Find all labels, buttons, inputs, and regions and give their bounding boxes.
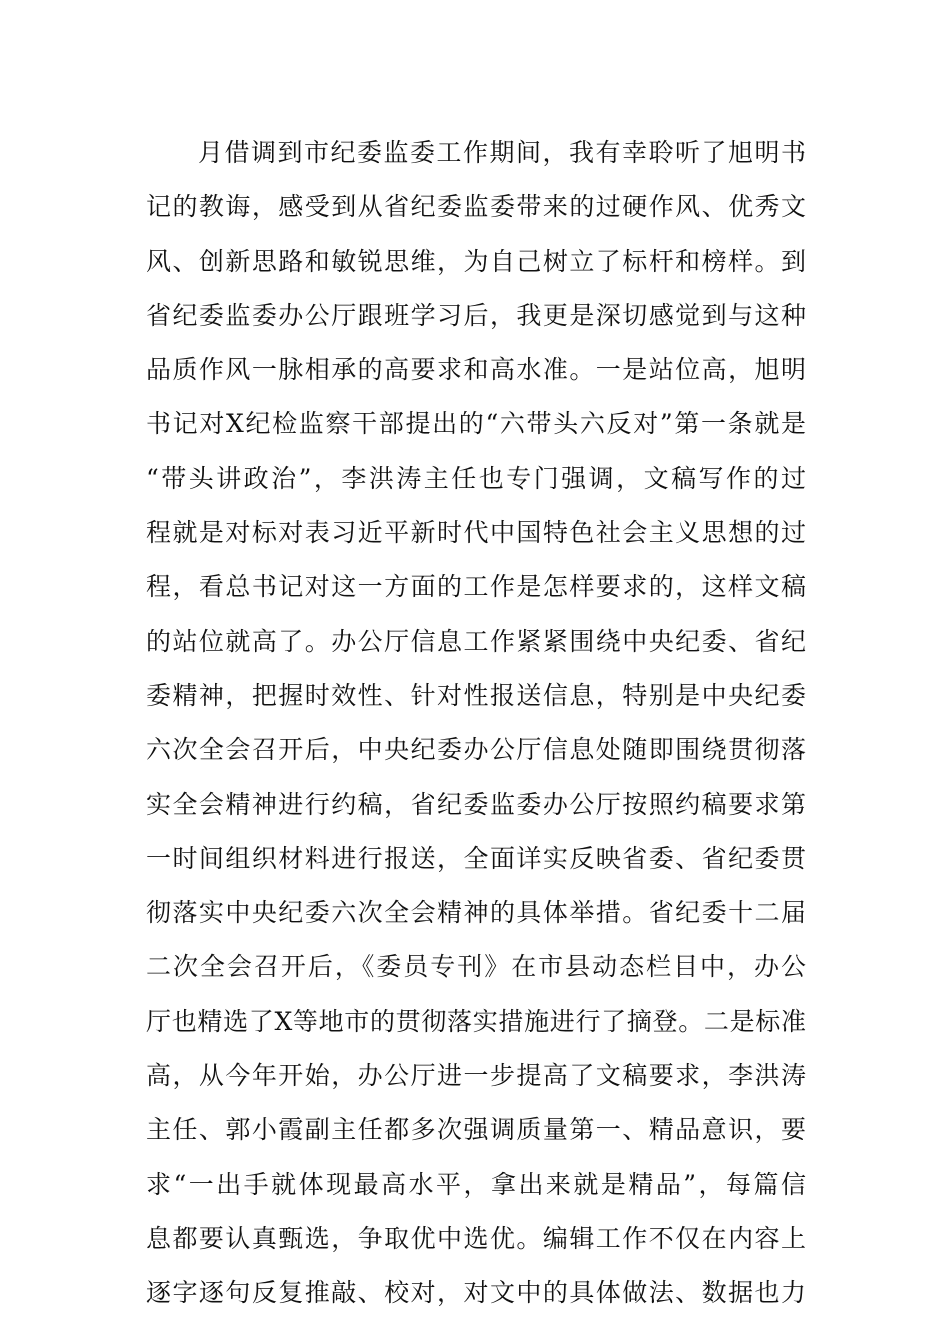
paragraph-line: 记的教诲，感受到从省纪委监委带来的过硬作风、优秀文: [146, 192, 806, 222]
paragraph-line: 息都要认真甄选，争取优中选优。编辑工作不仅在内容上: [146, 1223, 806, 1253]
paragraph-line: 二次全会召开后，《委员专刊》在市县动态栏目中，办公: [146, 952, 806, 982]
paragraph-line: 一时间组织材料进行报送，全面详实反映省委、省纪委贯: [146, 843, 806, 873]
paragraph-line: 六次全会召开后，中央纪委办公厅信息处随即围绕贯彻落: [146, 735, 806, 765]
paragraph-line: 求“一出手就体现最高水平，拿出来就是精品”，每篇信: [146, 1169, 806, 1199]
paragraph-line: 省纪委监委办公厅跟班学习后，我更是深切感觉到与这种: [146, 300, 806, 330]
paragraph-line: 程就是对标对表习近平新时代中国特色社会主义思想的过: [146, 518, 806, 548]
paragraph-line: 品质作风一脉相承的高要求和高水准。一是站位高，旭明: [146, 355, 806, 385]
paragraph-line: “带头讲政治”，李洪涛主任也专门强调，文稿写作的过: [146, 463, 806, 493]
paragraph-line: 彻落实中央纪委六次全会精神的具体举措。省纪委十二届: [146, 898, 806, 928]
paragraph-line: 高，从今年开始，办公厅进一步提高了文稿要求，李洪涛: [146, 1061, 806, 1091]
body-paragraph: [146, 126, 806, 1321]
paragraph-line: 主任、郭小霞副主任都多次强调质量第一、精品意识，要: [146, 1115, 806, 1145]
paragraph-line: 厅也精选了X等地市的贯彻落实措施进行了摘登。二是标准: [146, 1006, 806, 1036]
paragraph-line: 逐字逐句反复推敲、校对，对文中的具体做法、数据也力: [146, 1278, 806, 1308]
paragraph-line: 的站位就高了。办公厅信息工作紧紧围绕中央纪委、省纪: [146, 626, 806, 656]
paragraph-line: 月借调到市纪委监委工作期间，我有幸聆听了旭明书: [198, 138, 806, 167]
paragraph-line: 实全会精神进行约稿，省纪委监委办公厅按照约稿要求第: [146, 789, 806, 819]
paragraph-line: 风、创新思路和敏锐思维，为自己树立了标杆和榜样。到: [146, 246, 806, 276]
paragraph-line: 委精神，把握时效性、针对性报送信息，特别是中央纪委: [146, 680, 806, 710]
paragraph-line: 书记对X纪检监察干部提出的“六带头六反对”第一条就是: [146, 409, 806, 439]
paragraph-line: 程，看总书记对这一方面的工作是怎样要求的，这样文稿: [146, 572, 806, 602]
